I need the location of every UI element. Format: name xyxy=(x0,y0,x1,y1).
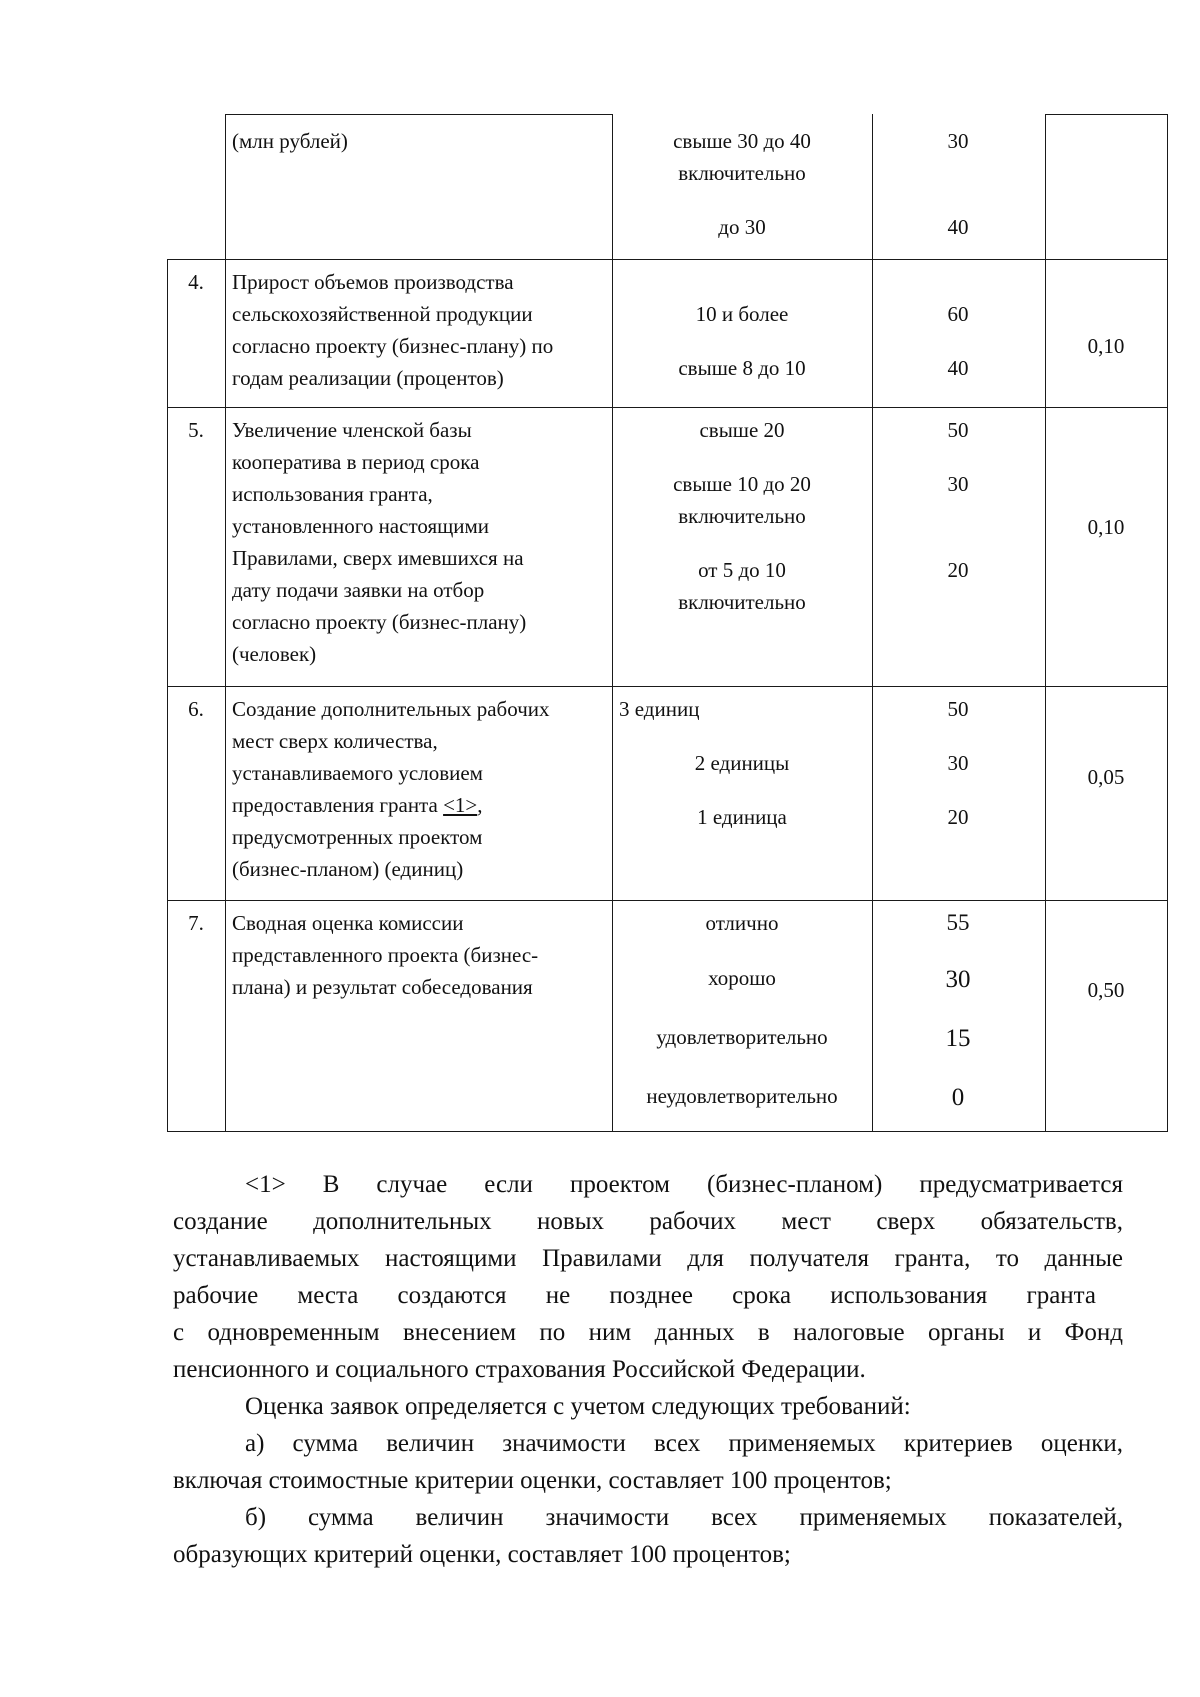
range-value: неудовлетворительно xyxy=(646,1084,838,1108)
criterion-text: Увеличение членской базы xyxy=(232,418,472,442)
paragraph-line: <1> В случае если проектом (бизнес-планом) предусматривается xyxy=(245,1171,1123,1198)
criterion-text: дату подачи заявки на отбор xyxy=(232,578,485,602)
table-row-separator xyxy=(167,407,1168,408)
score-value: 50 xyxy=(947,697,969,721)
row-number: 4. xyxy=(188,270,204,294)
row-number: 5. xyxy=(188,418,204,442)
paragraph-line: рабочие места создаются не позднее срока использования гранта xyxy=(173,1282,1096,1309)
range-value: свыше 20 xyxy=(699,418,785,442)
paragraph-line: создание дополнительных новых рабочих мест сверх обязательств, xyxy=(173,1208,1123,1235)
range-value: свыше 8 до 10 xyxy=(678,356,806,380)
table-line-top xyxy=(225,114,613,115)
criterion-text: установленного настоящими xyxy=(232,514,490,538)
table-row-separator xyxy=(167,900,1168,901)
requirements-intro: Оценка заявок определяется с учетом следующих требований: xyxy=(245,1393,911,1420)
weight-value: 0,50 xyxy=(1087,978,1125,1002)
weight-value: 0,10 xyxy=(1087,515,1125,539)
table-line-top-weight xyxy=(1045,114,1168,115)
criterion-text: мест сверх количества, xyxy=(232,729,438,753)
criterion-text: Правилами, сверх имевшихся на xyxy=(232,546,524,570)
score-value: 40 xyxy=(947,215,969,239)
paragraph-line: пенсионного и социального страхования Российской Федерации. xyxy=(173,1356,866,1383)
range-value: от 5 до 10 xyxy=(698,558,786,582)
weight-value: 0,05 xyxy=(1087,765,1125,789)
criterion-text: (млн рублей) xyxy=(232,129,348,153)
range-value: включительно xyxy=(678,590,806,614)
paragraph-line: б) сумма величин значимости всех применяемых показателей, xyxy=(245,1504,1123,1531)
table-row-separator xyxy=(167,259,1168,260)
criterion-text: предоставления гранта xyxy=(232,793,444,817)
table-divider-num xyxy=(225,114,226,1132)
table-line-bottom xyxy=(167,1131,1168,1132)
score-value: 0 xyxy=(951,1084,965,1111)
footnote-ref-link[interactable]: <1> xyxy=(443,793,478,817)
score-value: 30 xyxy=(947,472,969,496)
score-value: 40 xyxy=(947,356,969,380)
score-value: 50 xyxy=(947,418,969,442)
criterion-text: согласно проекту (бизнес-плану) по xyxy=(232,334,554,358)
score-value: 30 xyxy=(947,129,969,153)
score-value: 60 xyxy=(947,302,969,326)
paragraph-line: а) сумма величин значимости всех применяемых критериев оценки, xyxy=(245,1430,1123,1457)
criterion-text: плана) и результат собеседования xyxy=(232,975,533,999)
range-value: включительно xyxy=(678,504,806,528)
score-value: 30 xyxy=(947,751,969,775)
range-value: свыше 10 до 20 xyxy=(673,472,811,496)
table-divider-range xyxy=(872,114,873,1132)
criterion-text: использования гранта, xyxy=(232,482,433,506)
paragraph-line: устанавливаемых настоящими Правилами для получателя гранта, то данные xyxy=(173,1245,1123,1272)
criterion-text: Сводная оценка комиссии xyxy=(232,911,464,935)
range-value: хорошо xyxy=(708,966,776,990)
criterion-text: Создание дополнительных рабочих xyxy=(232,697,550,721)
range-value: отлично xyxy=(705,911,779,935)
table-border-left xyxy=(167,260,168,1132)
range-value: свыше 30 до 40 xyxy=(673,129,811,153)
criterion-text: согласно проекту (бизнес-плану) xyxy=(232,610,527,634)
criterion-text: предусмотренных проектом xyxy=(232,825,483,849)
score-value: 20 xyxy=(947,558,969,582)
table-border-right xyxy=(1167,114,1168,1132)
criterion-text: кооператива в период срока xyxy=(232,450,480,474)
score-value: 15 xyxy=(945,1025,971,1052)
score-value: 30 xyxy=(945,966,971,993)
criterion-text: (бизнес-планом) (единиц) xyxy=(232,857,464,881)
score-value: 55 xyxy=(946,910,970,935)
criterion-text: представленного проекта (бизнес- xyxy=(232,943,539,967)
range-value: 1 единица xyxy=(697,805,787,829)
table-divider-criterion xyxy=(612,114,613,1132)
range-value: 2 единицы xyxy=(694,751,790,775)
criterion-text-line xyxy=(232,789,483,821)
range-value: включительно xyxy=(678,161,806,185)
range-value: 3 единиц xyxy=(619,697,700,721)
criterion-text: Прирост объемов производства xyxy=(232,270,514,294)
paragraph-line: с одновременным внесением по ним данных в налоговые органы и Фонд xyxy=(173,1319,1123,1346)
table-divider-score xyxy=(1045,114,1046,1132)
criterion-text: , xyxy=(477,793,483,817)
score-value: 20 xyxy=(947,805,969,829)
table-row-separator xyxy=(167,686,1168,687)
criterion-text: годам реализации (процентов) xyxy=(232,366,504,390)
criterion-text: устанавливаемого условием xyxy=(232,761,483,785)
paragraph-line: включая стоимостные критерии оценки, составляет 100 процентов; xyxy=(173,1467,892,1494)
row-number: 6. xyxy=(188,697,204,721)
range-value: 10 и более xyxy=(695,302,789,326)
criterion-text: сельскохозяйственной продукции xyxy=(232,302,533,326)
criterion-text: (человек) xyxy=(232,642,317,666)
row-number: 7. xyxy=(188,911,204,935)
range-value: до 30 xyxy=(718,215,766,239)
range-value: удовлетворительно xyxy=(656,1025,828,1049)
weight-value: 0,10 xyxy=(1087,334,1125,358)
paragraph-line: образующих критерий оценки, составляет 100 процентов; xyxy=(173,1541,791,1568)
